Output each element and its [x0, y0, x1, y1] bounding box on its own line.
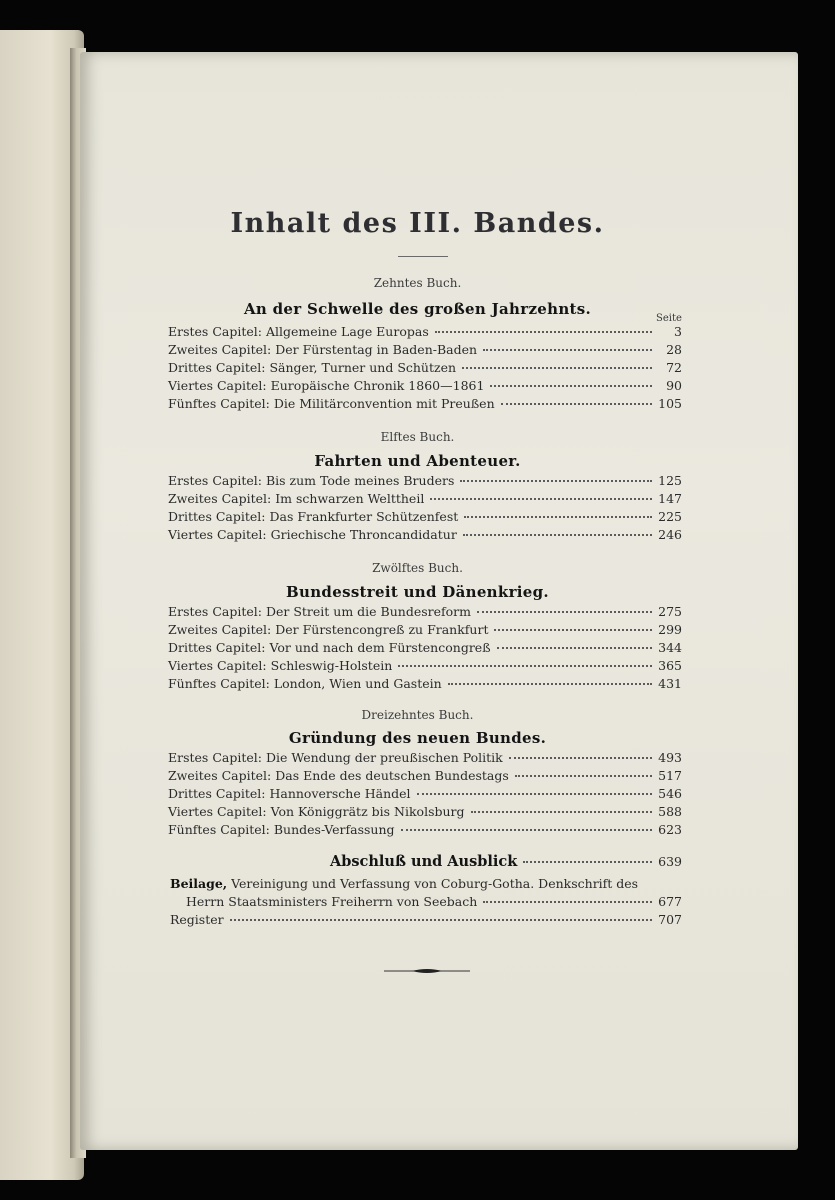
toc-entry	[168, 509, 682, 526]
beilage-text-line2: Herrn Staatsministers Freiherrn von Seebach	[186, 894, 478, 909]
toc-entry	[168, 342, 682, 359]
chapter-title: Griechische Throncandidatur	[270, 527, 457, 542]
page-number: 299	[658, 622, 682, 637]
chapter-prefix: Zweites Capitel:	[168, 491, 272, 506]
toc-entry	[168, 324, 682, 341]
seite-label: Seite	[656, 313, 682, 324]
chapter-title: Schleswig-Holstein	[270, 658, 393, 673]
page-number: 105	[658, 396, 682, 411]
page-number: 125	[658, 473, 682, 488]
page-number: 147	[658, 491, 682, 506]
chapter-prefix: Zweites Capitel:	[168, 342, 272, 357]
chapter-prefix: Viertes Capitel:	[168, 527, 267, 542]
page-number: 623	[658, 822, 682, 837]
beilage-label: Beilage,	[170, 876, 228, 891]
chapter-title: London, Wien und Gastein	[273, 676, 442, 691]
book-label: Zehntes Buch.	[373, 276, 462, 290]
chapter-title: Europäische Chronik 1860—1861	[270, 378, 485, 393]
chapter-title: Bis zum Tode meines Bruders	[265, 473, 455, 488]
toc-entry-beilage	[170, 876, 682, 912]
page-number: 3	[674, 324, 682, 339]
book-title: Gründung des neuen Bundes.	[288, 729, 547, 747]
chapter-title: Sänger, Turner und Schützen	[269, 360, 457, 375]
beilage-text-line1: Vereinigung und Verfassung von Coburg-Gotha. Denkschrift des	[231, 876, 639, 891]
chapter-title: Der Streit um die Bundesreform	[265, 604, 471, 619]
title-rule	[398, 256, 448, 257]
page-number: 28	[666, 342, 682, 357]
page-number: 344	[658, 640, 682, 655]
page-number: 517	[658, 768, 682, 783]
chapter-prefix: Erstes Capitel:	[168, 473, 262, 488]
book-title: Fahrten und Abenteuer.	[314, 452, 521, 470]
page-title: Inhalt des III. Bandes.	[230, 208, 605, 239]
page-number: 225	[658, 509, 682, 524]
toc-entry	[168, 491, 682, 508]
book-title: Bundesstreit und Dänenkrieg.	[286, 583, 549, 601]
chapter-prefix: Drittes Capitel:	[168, 360, 266, 375]
page-number: 707	[658, 912, 682, 927]
chapter-prefix: Erstes Capitel:	[168, 324, 262, 339]
page-number: 72	[666, 360, 682, 375]
chapter-prefix: Zweites Capitel:	[168, 768, 272, 783]
book-title: An der Schwelle des großen Jahrzehnts.	[243, 300, 592, 318]
chapter-title: Das Frankfurter Schützenfest	[269, 509, 459, 524]
toc-entry-register	[170, 912, 682, 929]
book-label: Elftes Buch.	[380, 430, 455, 444]
toc-entry	[168, 676, 682, 693]
abschluss-title: Abschluß und Ausblick	[330, 853, 518, 870]
page-number: 365	[658, 658, 682, 673]
toc-entry	[168, 750, 682, 767]
chapter-prefix: Erstes Capitel:	[168, 604, 262, 619]
chapter-title: Vor und nach dem Fürstencongreß	[269, 640, 491, 655]
chapter-prefix: Zweites Capitel:	[168, 622, 272, 637]
chapter-prefix: Drittes Capitel:	[168, 786, 266, 801]
chapter-prefix: Viertes Capitel:	[168, 378, 267, 393]
page-number: 275	[658, 604, 682, 619]
toc-entry	[168, 658, 682, 675]
chapter-title: Im schwarzen Welttheil	[275, 491, 425, 506]
page-number: 677	[658, 894, 682, 909]
chapter-prefix: Fünftes Capitel:	[168, 396, 270, 411]
chapter-prefix: Fünftes Capitel:	[168, 822, 270, 837]
toc-entry	[168, 804, 682, 821]
chapter-title: Die Militärconvention mit Preußen	[273, 396, 495, 411]
toc-entry	[168, 622, 682, 639]
toc-entry-abschluss	[330, 853, 682, 873]
ornament-rule	[384, 965, 470, 977]
book-label: Dreizehntes Buch.	[361, 708, 474, 722]
chapter-title: Der Fürstentag in Baden-Baden	[275, 342, 478, 357]
chapter-title: Hannoversche Händel	[269, 786, 411, 801]
page-number: 431	[658, 676, 682, 691]
toc-entry	[168, 527, 682, 544]
toc-entry	[168, 604, 682, 621]
chapter-title: Bundes-Verfassung	[273, 822, 395, 837]
page-number: 90	[666, 378, 682, 393]
page-number: 639	[658, 854, 682, 869]
chapter-prefix: Fünftes Capitel:	[168, 676, 270, 691]
toc-entry	[168, 786, 682, 803]
toc-entry	[168, 473, 682, 490]
chapter-title: Das Ende des deutschen Bundestags	[275, 768, 509, 783]
chapter-prefix: Erstes Capitel:	[168, 750, 262, 765]
chapter-prefix: Viertes Capitel:	[168, 804, 267, 819]
chapter-title: Allgemeine Lage Europas	[265, 324, 429, 339]
toc-entry	[168, 768, 682, 785]
toc-entry	[168, 378, 682, 395]
page-number: 546	[658, 786, 682, 801]
chapter-title: Die Wendung der preußischen Politik	[265, 750, 503, 765]
chapter-title: Der Fürstencongreß zu Frankfurt	[275, 622, 489, 637]
register-label: Register	[170, 912, 224, 927]
page-number: 246	[658, 527, 682, 542]
book-label: Zwölftes Buch.	[372, 561, 463, 575]
toc-entry	[168, 360, 682, 377]
chapter-prefix: Drittes Capitel:	[168, 640, 266, 655]
page-number: 493	[658, 750, 682, 765]
chapter-prefix: Viertes Capitel:	[168, 658, 267, 673]
toc-entry	[168, 396, 682, 413]
chapter-title: Von Königgrätz bis Nikolsburg	[270, 804, 465, 819]
page-number: 588	[658, 804, 682, 819]
toc-entry	[168, 640, 682, 657]
toc-entry	[168, 822, 682, 839]
chapter-prefix: Drittes Capitel:	[168, 509, 266, 524]
